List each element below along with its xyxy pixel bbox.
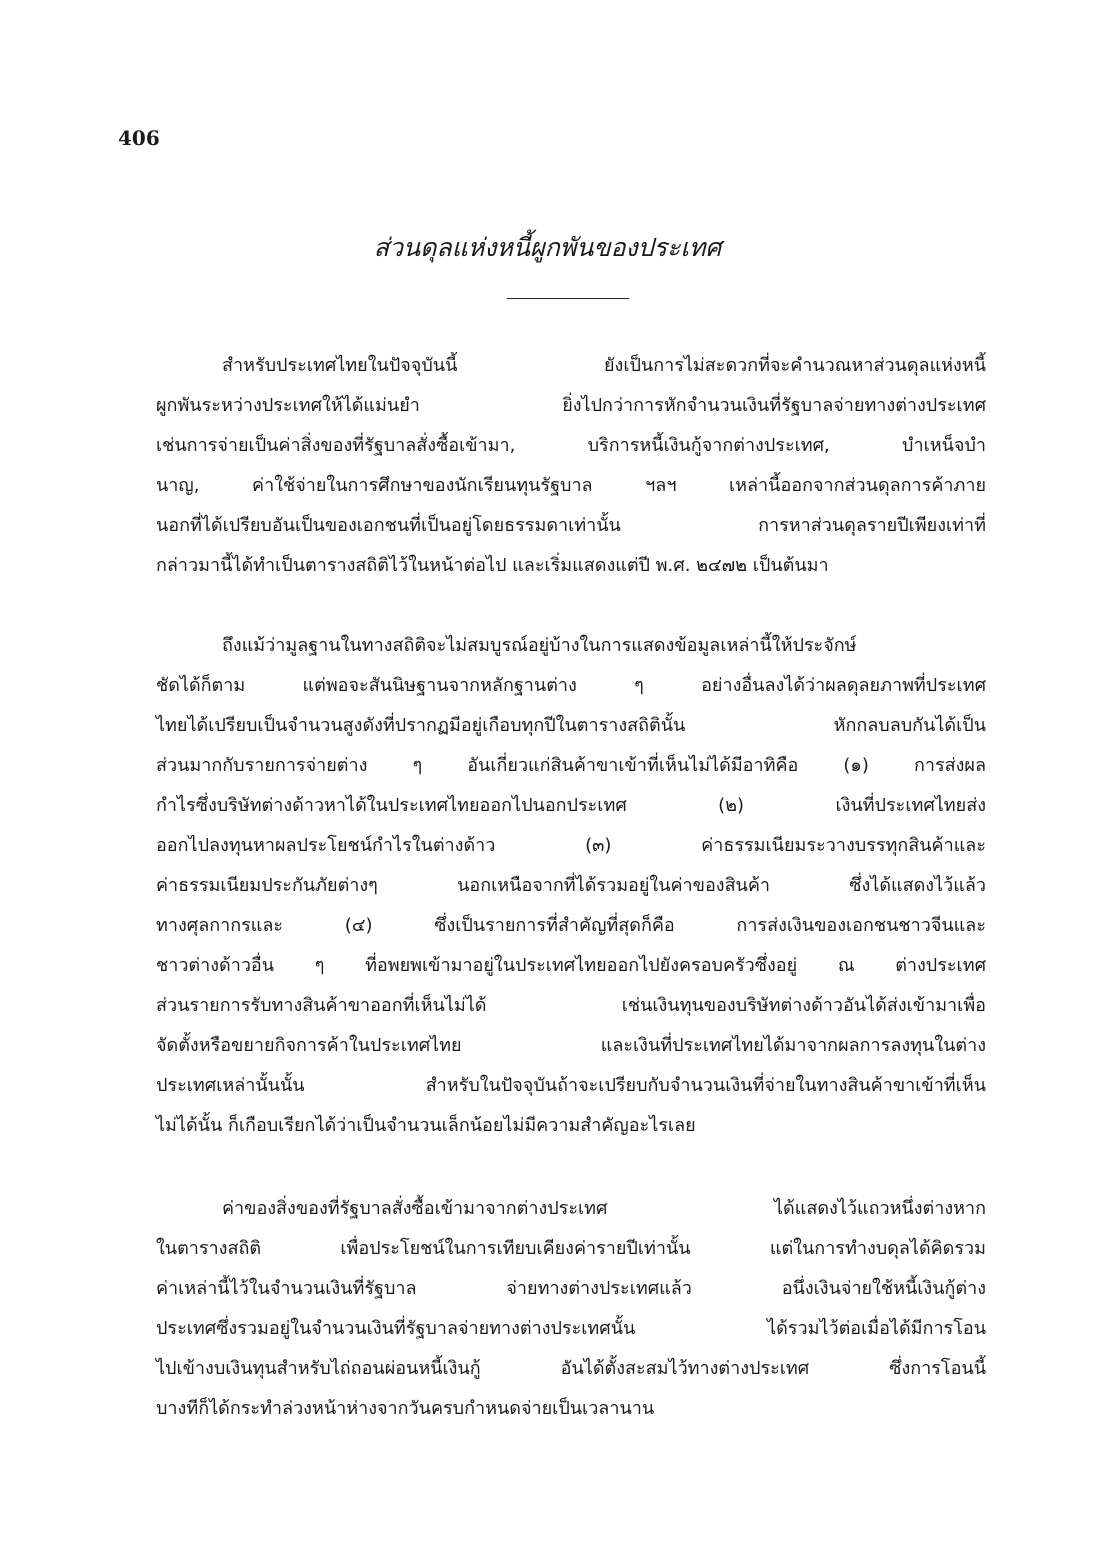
text-line: ค่าของสิ่งของที่รัฐบาลสั่งซื้อเข้ามาจากต่างประเทศ ได้แสดงไว้แถวหนึ่งต่างหาก	[222, 1198, 986, 1219]
text-line: บางทีก็ได้กระทำล่วงหน้าห่างจากวันครบกำหนดจ่ายเป็นเวลานาน	[156, 1398, 655, 1419]
text-line: ค่าเหล่านี้ไว้ในจำนวนเงินที่รัฐบาล จ่ายทางต่างประเทศแล้ว อนึ่งเงินจ่ายใช้หนี้เงินกู้ต่าง	[156, 1278, 986, 1299]
text-line: ค่าธรรมเนียมประกันภัยต่างๆ นอกเหนือจากที่ได้รวมอยู่ในค่าของสินค้า ซึ่งได้แสดงไว้แล้ว	[156, 875, 986, 896]
text-line: ออกไปลงทุนหาผลประโยชน์กำไรในต่างด้าว (๓) ค่าธรรมเนียมระวางบรรทุกสินค้าและ	[156, 835, 986, 856]
text-line: ประเทศเหล่านั้นนั้น สำหรับในปัจจุบันถ้าจะเปรียบกับจำนวนเงินที่จ่ายในทางสินค้าขาเข้าที่เห็น	[156, 1075, 986, 1096]
page-number: 406	[118, 126, 160, 150]
text-line: นาญ, ค่าใช้จ่ายในการศึกษาของนักเรียนทุนรัฐบาล ฯลฯ เหล่านี้ออกจากส่วนดุลการค้าภาย	[156, 475, 986, 496]
paragraph-3	[156, 1189, 986, 1429]
text-line: นอกที่ได้เปรียบอันเป็นของเอกชนที่เป็นอยู่โดยธรรมดาเท่านั้น การหาส่วนดุลรายปีเพียงเท่าที่	[156, 515, 986, 536]
page-title: ส่วนดุลแห่งหนี้ผูกพันของประเทศ	[373, 233, 722, 262]
text-line: จัดตั้งหรือขยายกิจการค้าในประเทศไทย และเงินที่ประเทศไทยได้มาจากผลการลงทุนในต่าง	[156, 1035, 986, 1056]
text-line: ในตารางสถิติ เพื่อประโยชน์ในการเทียบเคียงค่ารายปีเท่านั้น แต่ในการทำงบดุลได้คิดรวม	[156, 1238, 986, 1259]
paragraph-2	[156, 626, 986, 1146]
text-line: ไม่ได้นั้น ก็เกือบเรียกได้ว่าเป็นจำนวนเล็กน้อยไม่มีความสำคัญอะไรเลย	[156, 1115, 696, 1136]
text-line: ทางศุลกากรและ (๔) ซึ่งเป็นรายการที่สำคัญที่สุดก็คือ การส่งเงินของเอกชนชาวจีนและ	[156, 915, 986, 936]
text-line: ไปเข้างบเงินทุนสำหรับไถ่ถอนผ่อนหนี้เงินกู้ อันได้ตั้งสะสมไว้ทางต่างประเทศ ซึ่งการโอนนี้	[156, 1358, 986, 1379]
text-line: ส่วนรายการรับทางสินค้าขาออกที่เห็นไม่ได้ เช่นเงินทุนของบริษัทต่างด้าวอันได้ส่งเข้ามาเพื่อ	[156, 995, 986, 1016]
text-line: เช่นการจ่ายเป็นค่าสิ่งของที่รัฐบาลสั่งซื้อเข้ามา, บริการหนี้เงินกู้จากต่างประเทศ, บำเหน็จบำ	[156, 435, 986, 456]
text-line: ชาวต่างด้าวอื่น ๆ ที่อพยพเข้ามาอยู่ในประเทศไทยออกไปยังครอบครัวซึ่งอยู่ ณ ต่างประเทศ	[156, 955, 986, 976]
text-line: สำหรับประเทศไทยในปัจจุบันนี้ ยังเป็นการไม่สะดวกที่จะคำนวณหาส่วนดุลแห่งหนี้	[222, 355, 986, 376]
text-line: ผูกพันระหว่างประเทศให้ได้แม่นยำ ยิ่งไปกว่าการหักจำนวนเงินที่รัฐบาลจ่ายทางต่างประเทศ	[156, 395, 986, 416]
text-line: ส่วนมากกับรายการจ่ายต่าง ๆ อันเกี่ยวแก่สินค้าขาเข้าที่เห็นไม่ได้มีอาทิคือ (๑) การส่งผล	[156, 755, 986, 776]
text-line: ชัดได้ก็ตาม แต่พอจะสันนิษฐานจากหลักฐานต่าง ๆ อย่างอื่นลงได้ว่าผลดุลยภาพที่ประเทศ	[156, 675, 986, 696]
text-line: ประเทศซึ่งรวมอยู่ในจำนวนเงินที่รัฐบาลจ่ายทางต่างประเทศนั้น ได้รวมไว้ต่อเมื่อได้มีการโอน	[156, 1318, 986, 1339]
title-underline	[507, 298, 629, 299]
text-line: ไทยได้เปรียบเป็นจำนวนสูงดังที่ปรากฏมีอยู่เกือบทุกปีในตารางสถิตินั้น หักกลบลบกันได้เป็น	[156, 715, 986, 736]
text-line: ถึงแม้ว่ามูลฐานในทางสถิติจะไม่สมบูรณ์อยู่บ้างในการแสดงข้อมูลเหล่านี้ให้ประจักษ์	[222, 635, 857, 656]
paragraph-1	[156, 346, 986, 586]
text-line: กล่าวมานี้ได้ทำเป็นตารางสถิติไว้ในหน้าต่อไป และเริ่มแสดงแต่ปี พ.ศ. ๒๔๗๒ เป็นต้นมา	[156, 555, 829, 576]
text-line: กำไรซึ่งบริษัทต่างด้าวหาได้ในประเทศไทยออกไปนอกประเทศ (๒) เงินที่ประเทศไทยส่ง	[156, 795, 986, 816]
